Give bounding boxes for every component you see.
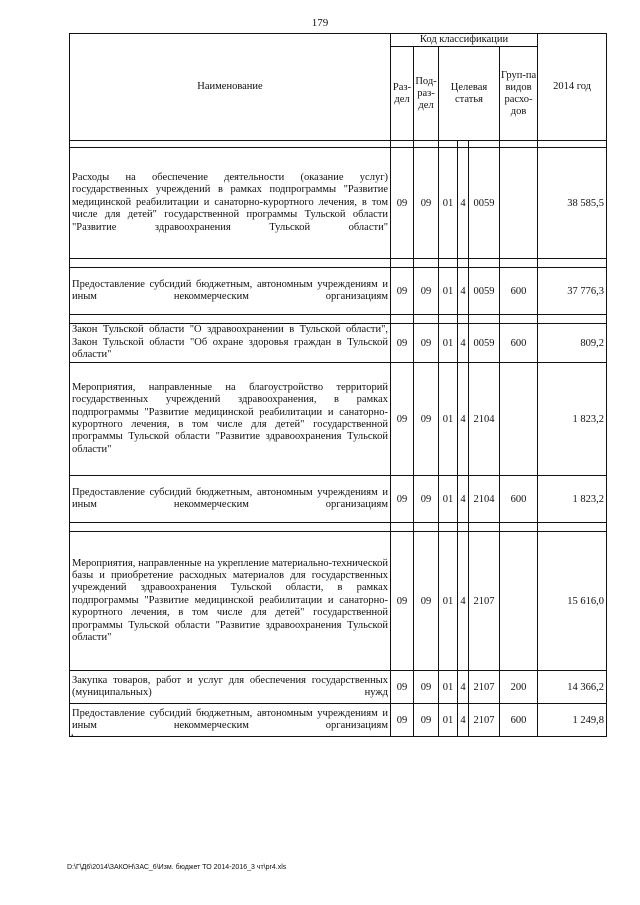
cell-cs2: 4	[458, 532, 469, 671]
cell-podrazdel: 09	[414, 324, 439, 363]
cell-cs2: 4	[458, 704, 469, 737]
footer-path: D:\Г\Д6\2014\ЗАКОН\ЗАС_6\Изм. бюджет ТО 2014-2016_3 чт\pr4.xls	[67, 864, 287, 871]
cell-vr: 600	[500, 324, 538, 363]
cell-podrazdel: 09	[414, 671, 439, 704]
cell-cs1: 01	[439, 324, 458, 363]
page-number: 179	[311, 17, 329, 29]
row-name: Предоставление субсидий бюджетным, автономным учреждениям и иным некоммерческим организациям	[70, 476, 391, 523]
cell-amount: 1 823,2	[538, 363, 607, 476]
cell-cs2: 4	[458, 268, 469, 315]
budget-table	[69, 33, 607, 737]
cell-cs1: 01	[439, 363, 458, 476]
cell-podrazdel: 09	[414, 268, 439, 315]
cell-vr	[500, 148, 538, 259]
cell-razdel: 09	[391, 148, 414, 259]
cell-cs3: 0059	[469, 148, 500, 259]
header-subsection: Под-раз-дел	[414, 47, 439, 141]
cell-cs3: 0059	[469, 268, 500, 315]
table-row	[70, 324, 607, 363]
header-year: 2014 год	[538, 34, 607, 141]
spacer-row	[70, 141, 607, 148]
cell-cs3: 2107	[469, 671, 500, 704]
header-classification: Код классификации	[391, 34, 538, 47]
cell-cs1: 01	[439, 532, 458, 671]
cell-podrazdel: 09	[414, 148, 439, 259]
cell-cs3: 0059	[469, 324, 500, 363]
cell-amount: 1 823,2	[538, 476, 607, 523]
cell-vr: 600	[500, 476, 538, 523]
cell-amount: 38 585,5	[538, 148, 607, 259]
table-row	[70, 148, 607, 259]
cell-cs2: 4	[458, 148, 469, 259]
header-row-top	[70, 34, 607, 47]
spacer-row	[70, 523, 607, 532]
cell-razdel: 09	[391, 704, 414, 737]
cell-podrazdel: 09	[414, 532, 439, 671]
cell-cs2: 4	[458, 363, 469, 476]
header-name: Наименование	[70, 34, 391, 141]
cell-cs3: 2107	[469, 532, 500, 671]
row-name: Мероприятия, направленные на укрепление материально-технической базы и приобретение расходных материалов для государственных учреждений здравоохранения Тульской области, в рамках подпрограммы "Развитие медицинской реабилитации и санаторно-курортного лечения, в том числе для детей" государственной программы Тульской области "Развитие здравоохранения Тульской области"	[70, 532, 391, 671]
table-row	[70, 268, 607, 315]
cell-razdel: 09	[391, 476, 414, 523]
row-name: Закупка товаров, работ и услуг для обеспечения государственных (муниципальных) нужд	[70, 671, 391, 704]
cell-podrazdel: 09	[414, 363, 439, 476]
cell-razdel: 09	[391, 363, 414, 476]
cell-vr: 600	[500, 704, 538, 737]
table-row	[70, 476, 607, 523]
cell-cs3: 2107	[469, 704, 500, 737]
cell-podrazdel: 09	[414, 476, 439, 523]
cell-cs3: 2104	[469, 476, 500, 523]
cell-vr	[500, 363, 538, 476]
cell-vr: 200	[500, 671, 538, 704]
table-row	[70, 704, 607, 737]
cell-cs3: 2104	[469, 363, 500, 476]
row-name: Предоставление субсидий бюджетным, автономным учреждениям и иным некоммерческим организациям	[70, 268, 391, 315]
table-row	[70, 671, 607, 704]
table-row	[70, 532, 607, 671]
cell-cs1: 01	[439, 704, 458, 737]
table-body	[70, 141, 607, 737]
cell-cs2: 4	[458, 476, 469, 523]
cell-amount: 14 366,2	[538, 671, 607, 704]
cell-vr: 600	[500, 268, 538, 315]
header-section: Раз-дел	[391, 47, 414, 141]
cell-cs2: 4	[458, 324, 469, 363]
cell-amount: 37 776,3	[538, 268, 607, 315]
cell-razdel: 09	[391, 268, 414, 315]
stray-dot: ·	[70, 729, 75, 744]
cell-cs1: 01	[439, 268, 458, 315]
cell-cs2: 4	[458, 671, 469, 704]
cell-razdel: 09	[391, 532, 414, 671]
cell-razdel: 09	[391, 671, 414, 704]
cell-amount: 15 616,0	[538, 532, 607, 671]
cell-razdel: 09	[391, 324, 414, 363]
header-expense-group: Груп-па видов расхо-дов	[500, 47, 538, 141]
table-row	[70, 363, 607, 476]
cell-amount: 809,2	[538, 324, 607, 363]
cell-amount: 1 249,8	[538, 704, 607, 737]
spacer-row	[70, 315, 607, 324]
cell-vr	[500, 532, 538, 671]
row-name: Расходы на обеспечение деятельности (оказание услуг) государственных учреждений в рамках подпрограммы "Развитие медицинской реабилитации и санаторно-курортного лечения, в том числе для детей" государственной программы Тульской области "Развитие здравоохранения Тульской области"	[70, 148, 391, 259]
row-name: Предоставление субсидий бюджетным, автономным учреждениям и иным некоммерческим организациям	[70, 704, 391, 737]
cell-podrazdel: 09	[414, 704, 439, 737]
cell-cs1: 01	[439, 148, 458, 259]
cell-cs1: 01	[439, 476, 458, 523]
spacer-row	[70, 259, 607, 268]
row-name: Закон Тульской области "О здравоохранении в Тульской области", Закон Тульской области "Об охране здоровья граждан в Тульской области"	[70, 324, 391, 363]
row-name: Мероприятия, направленные на благоустройство территорий государственных учреждений здравоохранения, в рамках подпрограммы "Развитие медицинской реабилитации и санаторно-курортного лечения, в том числе для детей" государственной программы Тульской области "Развитие здравоохранения Тульской области"	[70, 363, 391, 476]
cell-cs1: 01	[439, 671, 458, 704]
header-target-article: Целевая статья	[439, 47, 500, 141]
